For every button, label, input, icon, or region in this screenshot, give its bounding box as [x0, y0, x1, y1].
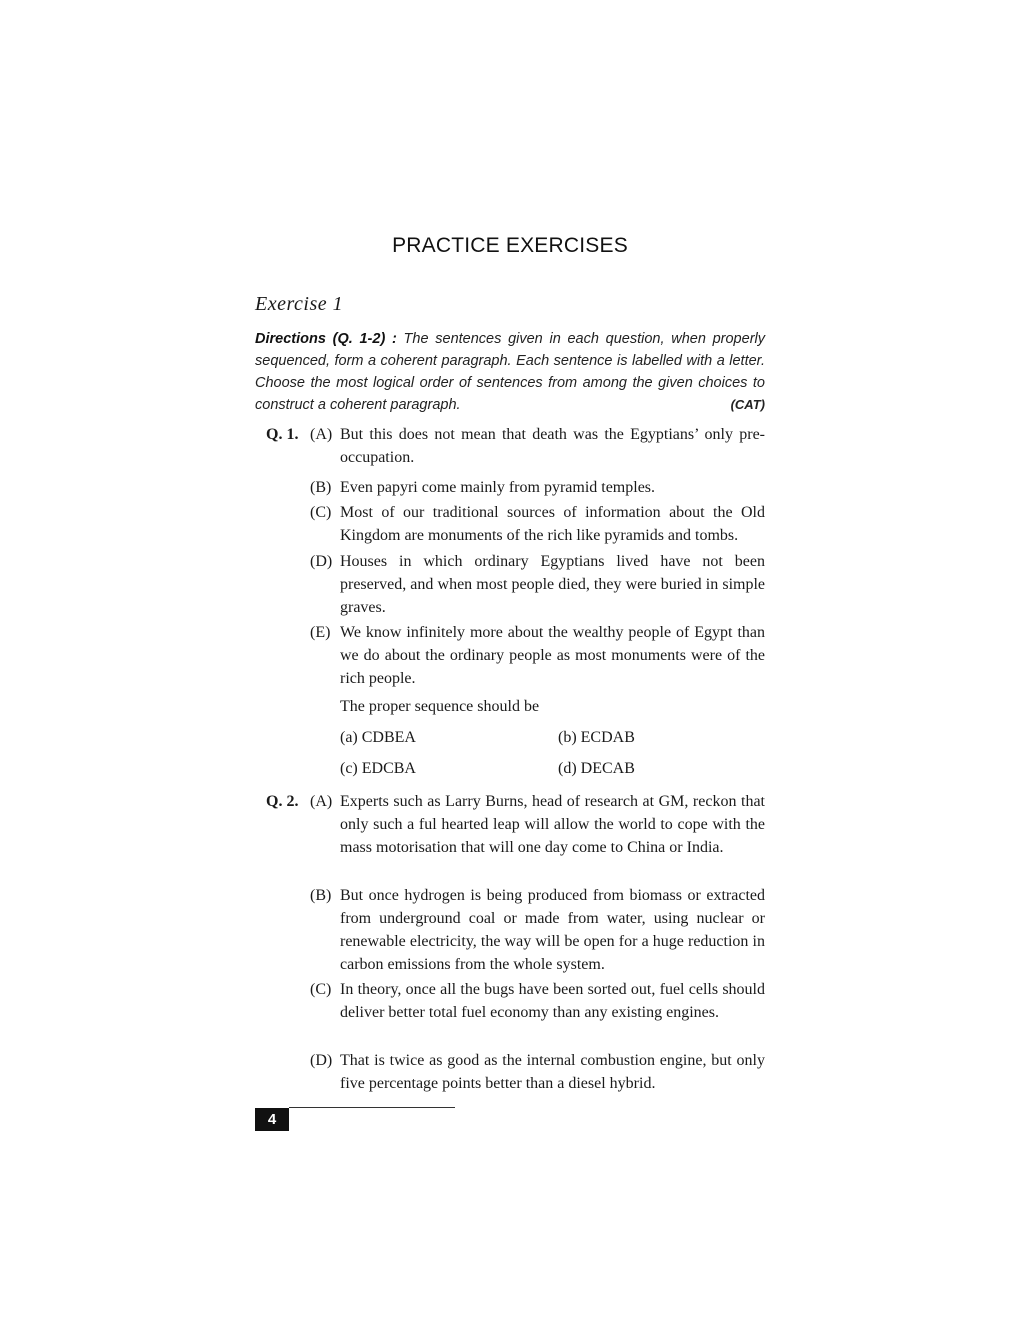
option-label: (A) — [310, 426, 333, 443]
exercise-heading: Exercise 1 — [255, 293, 344, 315]
directions-text: The sentences given in each question, when properly sequenced, form a coherent paragraph. Each sentence is labelled with a letter. Choose the most logical order of sentences from among the given choices to construct a coherent paragraph. — [255, 331, 765, 413]
option-text: But this does not mean that death was the Egyptians’ only pre-occupation. — [340, 426, 765, 466]
option-text: Houses in which ordinary Egyptians lived have not been preserved, and when most people died, they were buried in simple graves. — [340, 553, 765, 616]
option-a — [310, 423, 765, 469]
directions-source: (CAT) — [730, 397, 765, 412]
option-label: (E) — [310, 624, 331, 641]
page-title: PRACTICE EXERCISES — [392, 234, 628, 257]
choice-d: (d) DECAB — [558, 760, 635, 777]
option-label: (D) — [310, 553, 333, 570]
choice-a: (a) CDBEA — [340, 729, 416, 746]
option-label: (C) — [310, 981, 332, 998]
option-label: (C) — [310, 504, 332, 521]
option-text: In theory, once all the bugs have been sorted out, fuel cells should deliver better total fuel economy than any existing engines. — [340, 981, 765, 1021]
option-text: But once hydrogen is being produced from biomass or extracted from underground coal or made from water, using nuclear or renewable electricity, the way will be open for a huge reduction in carbon emissions from the whole system. — [340, 887, 765, 973]
footer-rule — [289, 1107, 455, 1108]
option-text: That is twice as good as the internal combustion engine, but only five percentage points better than a diesel hybrid. — [340, 1052, 765, 1092]
option-text: We know infinitely more about the wealthy people of Egypt than we do about the ordinary people as most monuments were of the rich people. — [340, 624, 765, 687]
page-number: 4 — [255, 1108, 289, 1131]
choice-c: (c) EDCBA — [340, 760, 416, 777]
option-label: (A) — [310, 793, 333, 810]
choice-b: (b) ECDAB — [558, 729, 635, 746]
option-b — [310, 476, 765, 499]
option-c — [310, 978, 765, 1024]
option-text: Experts such as Larry Burns, head of research at GM, reckon that only such a ful hearted leap will allow the world to cope with the mass motorisation that will one day come to China or India. — [340, 793, 765, 856]
option-c — [310, 501, 765, 547]
directions-paragraph — [255, 328, 765, 416]
option-b — [310, 884, 765, 976]
option-text: Most of our traditional sources of information about the Old Kingdom are monuments of the rich like pyramids and tombs. — [340, 504, 765, 544]
option-label: (D) — [310, 1052, 333, 1069]
question-number: Q. 1. — [266, 426, 299, 443]
option-d — [310, 1049, 765, 1095]
sequence-prompt: The proper sequence should be — [340, 698, 540, 715]
option-label: (B) — [310, 887, 332, 904]
option-e — [310, 621, 765, 690]
option-label: (B) — [310, 479, 332, 496]
option-a — [310, 790, 765, 859]
option-d — [310, 550, 765, 619]
question-number: Q. 2. — [266, 793, 299, 810]
option-text: Even papyri come mainly from pyramid temples. — [340, 479, 656, 496]
directions-lead: Directions (Q. 1-2) : — [255, 331, 397, 347]
